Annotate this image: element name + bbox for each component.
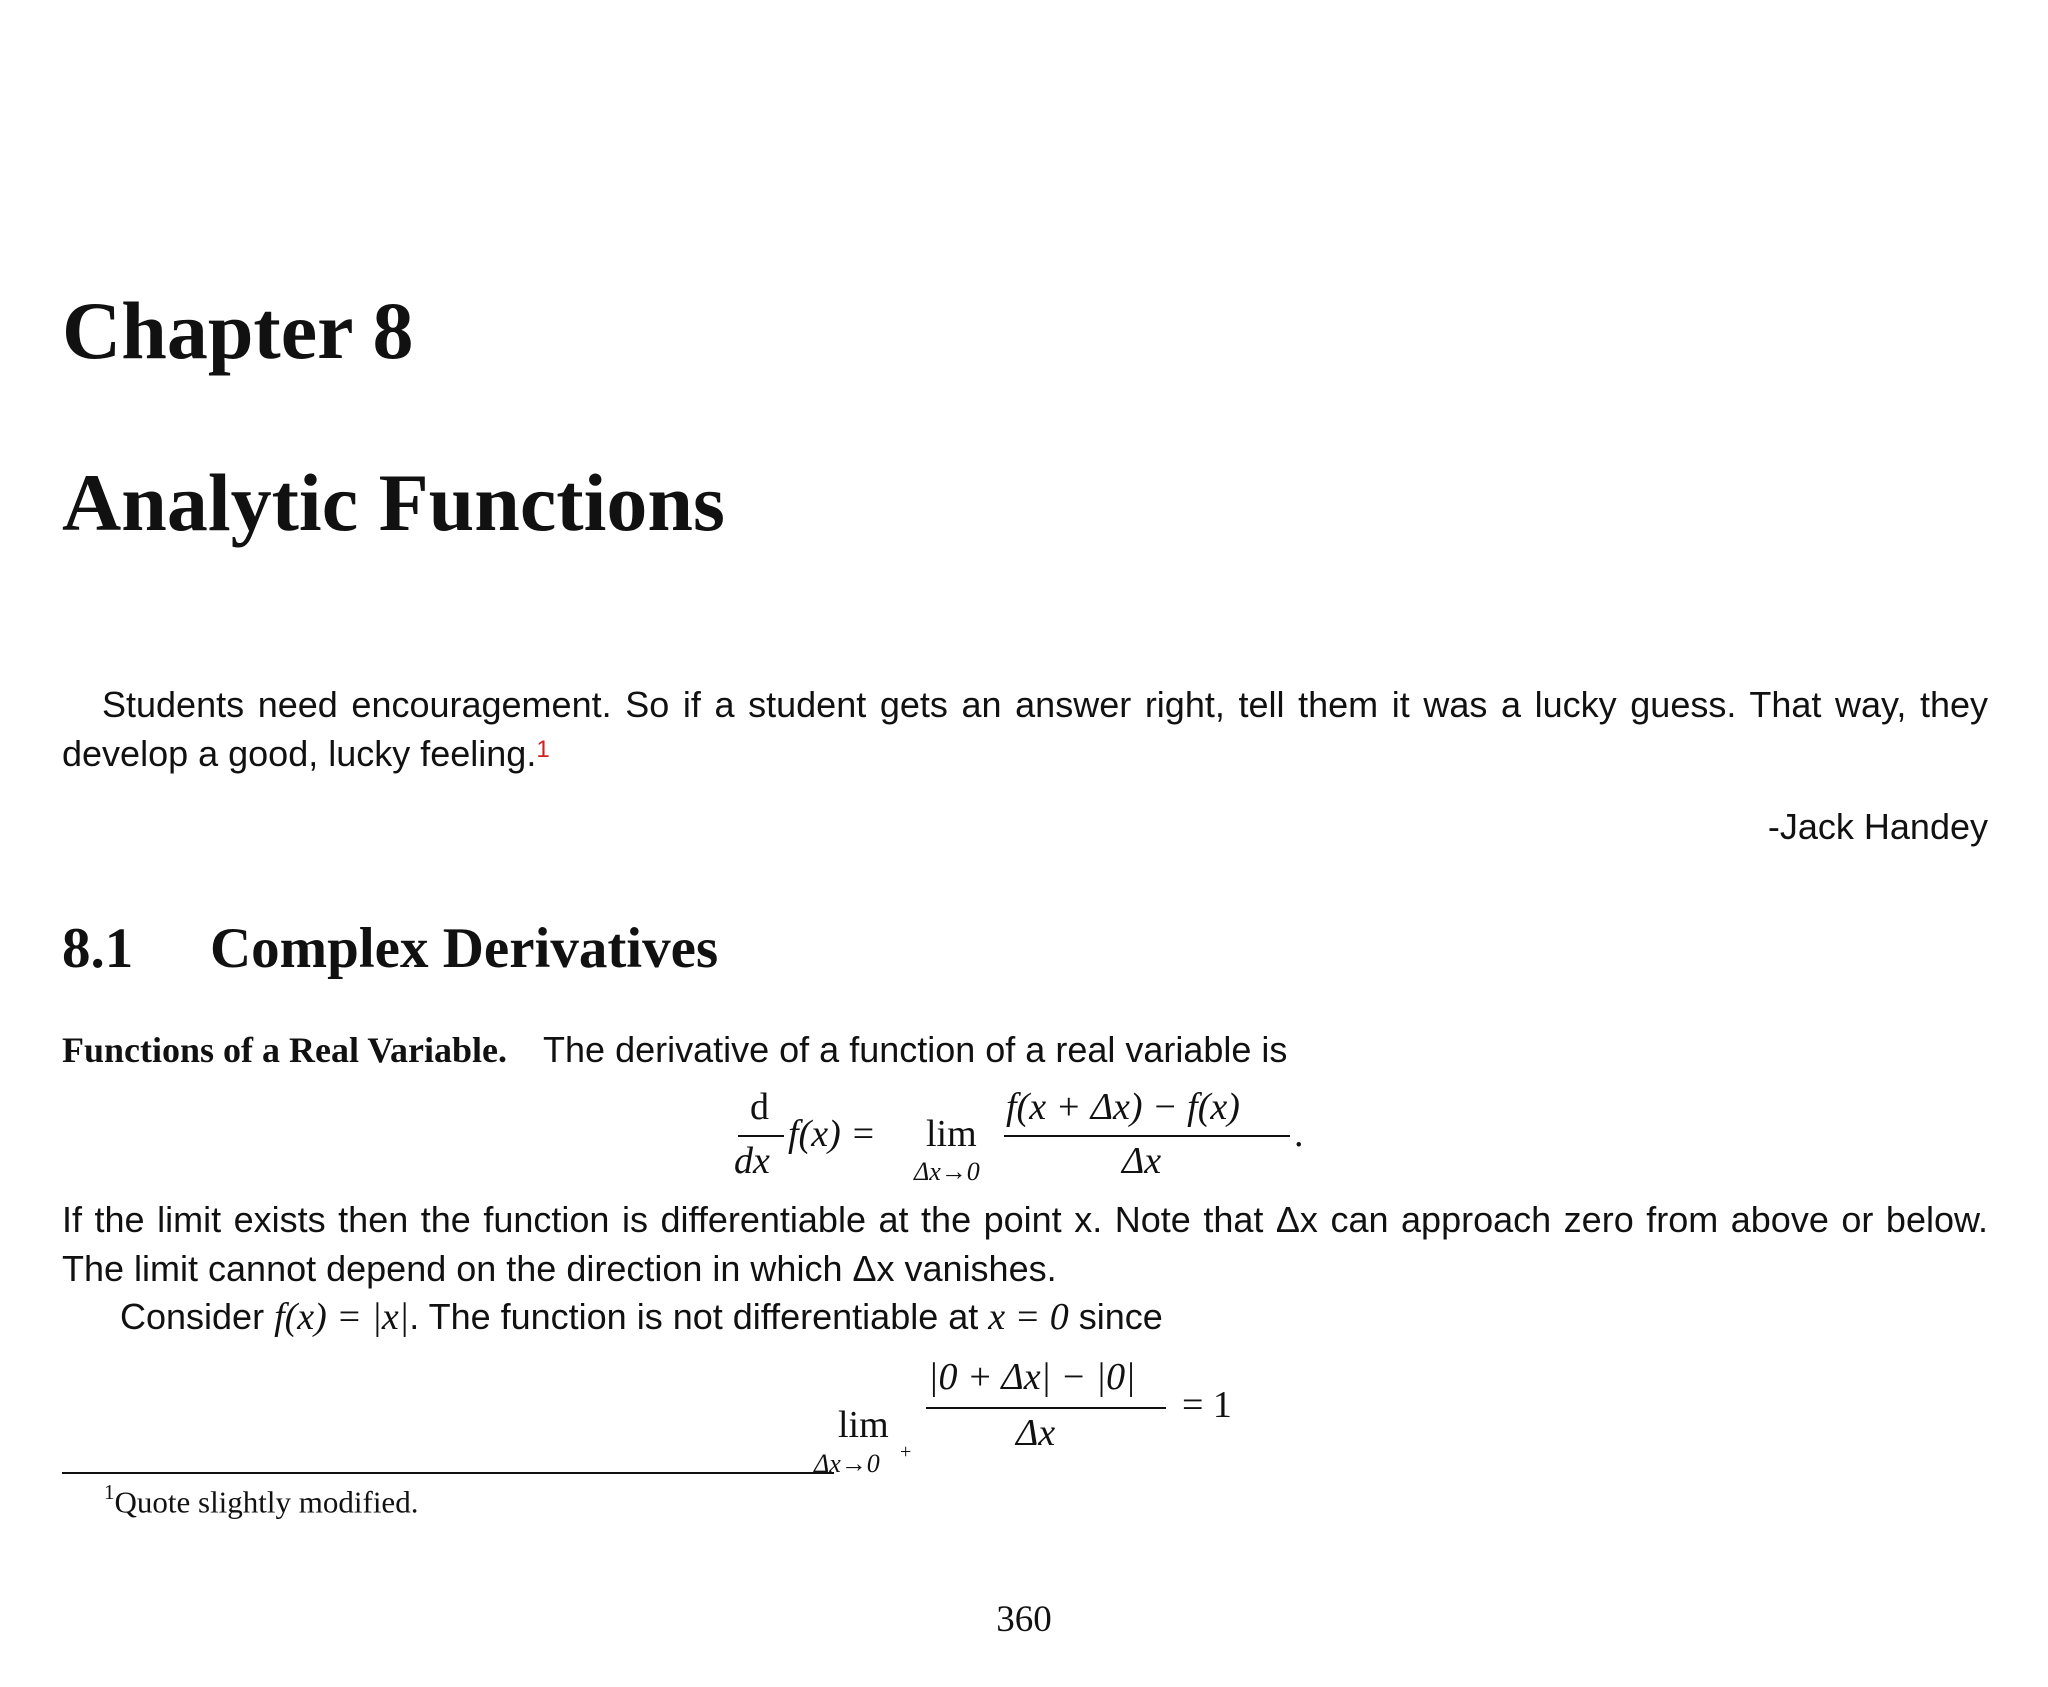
footnote-mark: 1 <box>104 1480 115 1504</box>
paragraph-limit-exists: If the limit exists then the function is differentiable at the point x. Note that Δx can approach zero from above or below. The limit cannot depend on the direction in which Δx vanishes. <box>62 1199 1988 1289</box>
paragraph-real-variable <box>62 1025 1287 1075</box>
eq2-lim-subscript: Δx→0 <box>814 1449 880 1478</box>
para3-text-a: Consider <box>120 1296 275 1337</box>
eq1-lim: lim <box>926 1113 977 1155</box>
eq1-lim-subscript: Δx→0 <box>914 1157 980 1186</box>
eq1-fraction-bar <box>1004 1135 1290 1137</box>
footnote-text: Quote slightly modified. <box>114 1484 419 1520</box>
chapter-label: Chapter 8 <box>62 285 414 376</box>
para3-text-c: since <box>1068 1296 1163 1337</box>
eq1-numerator: f(x + Δx) − f(x) <box>1006 1086 1240 1128</box>
footnote-rule <box>62 1472 834 1474</box>
eq1-lhs: f(x) = <box>788 1113 876 1155</box>
eq1-denominator: Δx <box>1122 1140 1162 1182</box>
para3-text-b: . The function is not differentiable at <box>409 1296 989 1337</box>
eq2-lim-superscript: + <box>900 1441 912 1463</box>
section-number: 8.1 <box>62 917 134 980</box>
para3-math-fx: f(x) = |x| <box>274 1296 410 1338</box>
epigraph-text: Students need encouragement. So if a student gets an answer right, tell them it was a lucky guess. That way, they develop a good, lucky feeling. <box>62 684 1988 774</box>
paragraph-consider <box>120 1292 1163 1342</box>
eq2-denominator: Δx <box>1016 1412 1056 1454</box>
eq2-rhs: = 1 <box>1182 1384 1232 1426</box>
eq2-numerator: |0 + Δx| − |0| <box>928 1356 1136 1398</box>
page-number: 360 <box>996 1599 1052 1640</box>
para3-math-x0: x = 0 <box>988 1296 1069 1338</box>
epigraph-attribution: -Jack Handey <box>1767 806 1988 847</box>
epigraph-quote <box>62 680 1988 778</box>
eq1-d-denominator: dx <box>734 1140 770 1182</box>
paragraph-heading: Functions of a Real Variable. <box>62 1030 508 1070</box>
paragraph-text: The derivative of a function of a real variable is <box>543 1029 1288 1070</box>
eq1-d-fraction-bar <box>738 1135 784 1137</box>
eq1-period: . <box>1294 1113 1304 1155</box>
chapter-title: Analytic Functions <box>62 457 725 548</box>
section-heading <box>62 917 719 980</box>
footnote <box>104 1482 418 1520</box>
section-title: Complex Derivatives <box>210 917 719 980</box>
eq2-lim: lim <box>838 1404 889 1446</box>
footnote-reference[interactable]: 1 <box>536 736 550 763</box>
eq2-fraction-bar <box>926 1407 1166 1409</box>
eq1-d-numerator: d <box>750 1086 769 1128</box>
